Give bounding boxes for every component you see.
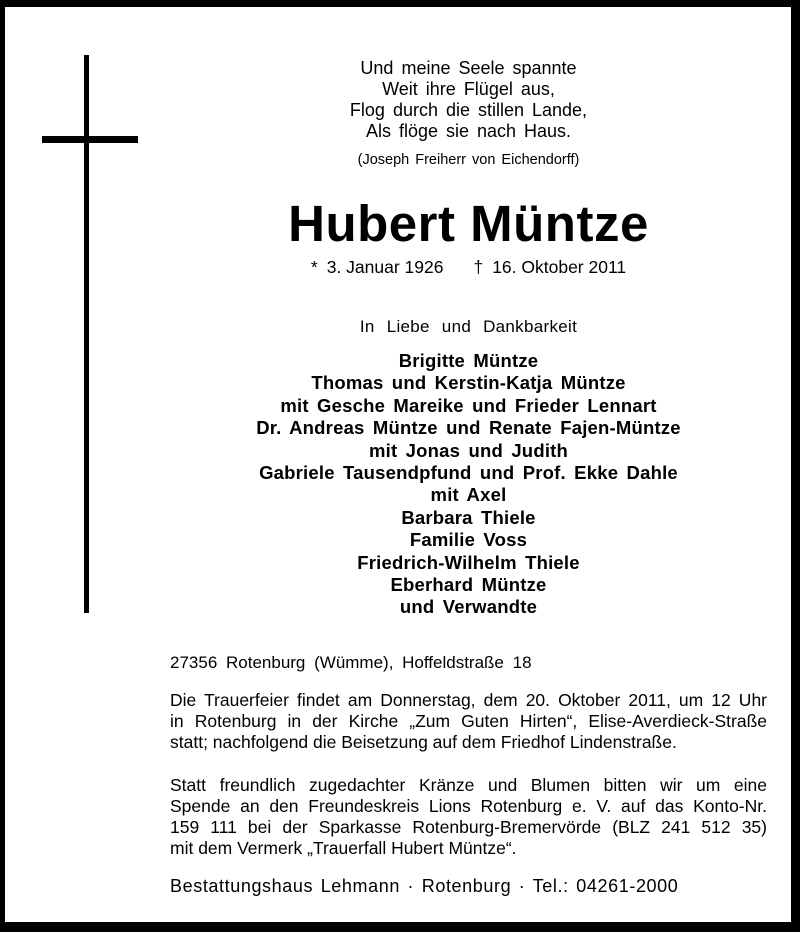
intro-line: In Liebe und Dankbarkeit [359, 317, 578, 336]
birth-star-symbol: * [310, 257, 318, 277]
donation-notice-paragraph [170, 775, 767, 859]
cross-horizontal-bar [42, 136, 138, 143]
text-line: Statt freundlich zugedachter Kränze und Blumen bitten wir um eine [170, 774, 767, 795]
mourner-line: Gabriele Tausendpfund und Prof. Ekke Dahle [259, 462, 678, 484]
mourner-line: mit Axel [430, 484, 507, 506]
text-line: Spende an den Freundeskreis Lions Rotenburg e. V. auf das Konto-Nr. [170, 795, 767, 816]
text-line: Die Trauerfeier findet am Donnerstag, dem 20. Oktober 2011, um 12 Uhr [170, 689, 767, 710]
poem-line: Und meine Seele spannte [360, 58, 577, 78]
poem [170, 58, 767, 142]
mourner-line: Eberhard Müntze [390, 574, 547, 596]
poem-line: Als flöge sie nach Haus. [365, 121, 572, 141]
death-dagger-symbol: † [473, 257, 484, 277]
address-line: 27356 Rotenburg (Wümme), Hoffeldstraße 18 [170, 652, 532, 672]
mourner-line: mit Jonas und Judith [368, 439, 569, 461]
death-date-text: 16. Oktober 2011 [492, 257, 627, 277]
life-dates [170, 257, 767, 277]
mourner-line: Brigitte Müntze [398, 350, 539, 371]
birth-date [311, 257, 444, 277]
text-line: mit dem Vermerk „Trauerfall Hubert Müntze“. [170, 837, 517, 858]
text-line: statt; nachfolgend die Beisetzung auf dem Friedhof Lindenstraße. [170, 731, 677, 752]
notice-content [5, 7, 791, 922]
text-line: 159 111 bei der Sparkasse Rotenburg-Bremervörde (BLZ 241 512 35) [170, 816, 767, 837]
poem-line: Weit ihre Flügel aus, [382, 79, 555, 99]
poem-line: Flog durch die stillen Lande, [349, 100, 588, 120]
mourner-line: Barbara Thiele [401, 506, 536, 528]
mourners-list [170, 350, 767, 619]
funeral-notice-paragraph [170, 690, 767, 753]
mourner-line: Dr. Andreas Müntze und Renate Fajen-Müntze [256, 417, 681, 439]
deceased-name: Hubert Müntze [288, 195, 649, 252]
mourner-line: und Verwandte [399, 596, 538, 618]
mourner-line: Familie Voss [409, 529, 528, 551]
funeral-home-line: Bestattungshaus Lehmann · Rotenburg · Tel.: 04261-2000 [170, 875, 679, 896]
mourner-line: Thomas und Kerstin-Katja Müntze [311, 372, 626, 394]
birth-date-text: 3. Januar 1926 [326, 257, 444, 277]
poem-attribution: (Joseph Freiherr von Eichendorff) [357, 152, 580, 168]
mourner-line: mit Gesche Mareike und Frieder Lennart [280, 394, 657, 416]
mourner-line: Friedrich-Wilhelm Thiele [357, 551, 580, 573]
text-line: in Rotenburg in der Kirche „Zum Guten Hirten“, Elise-Averdieck-Straße [170, 710, 767, 731]
death-date [473, 257, 626, 277]
